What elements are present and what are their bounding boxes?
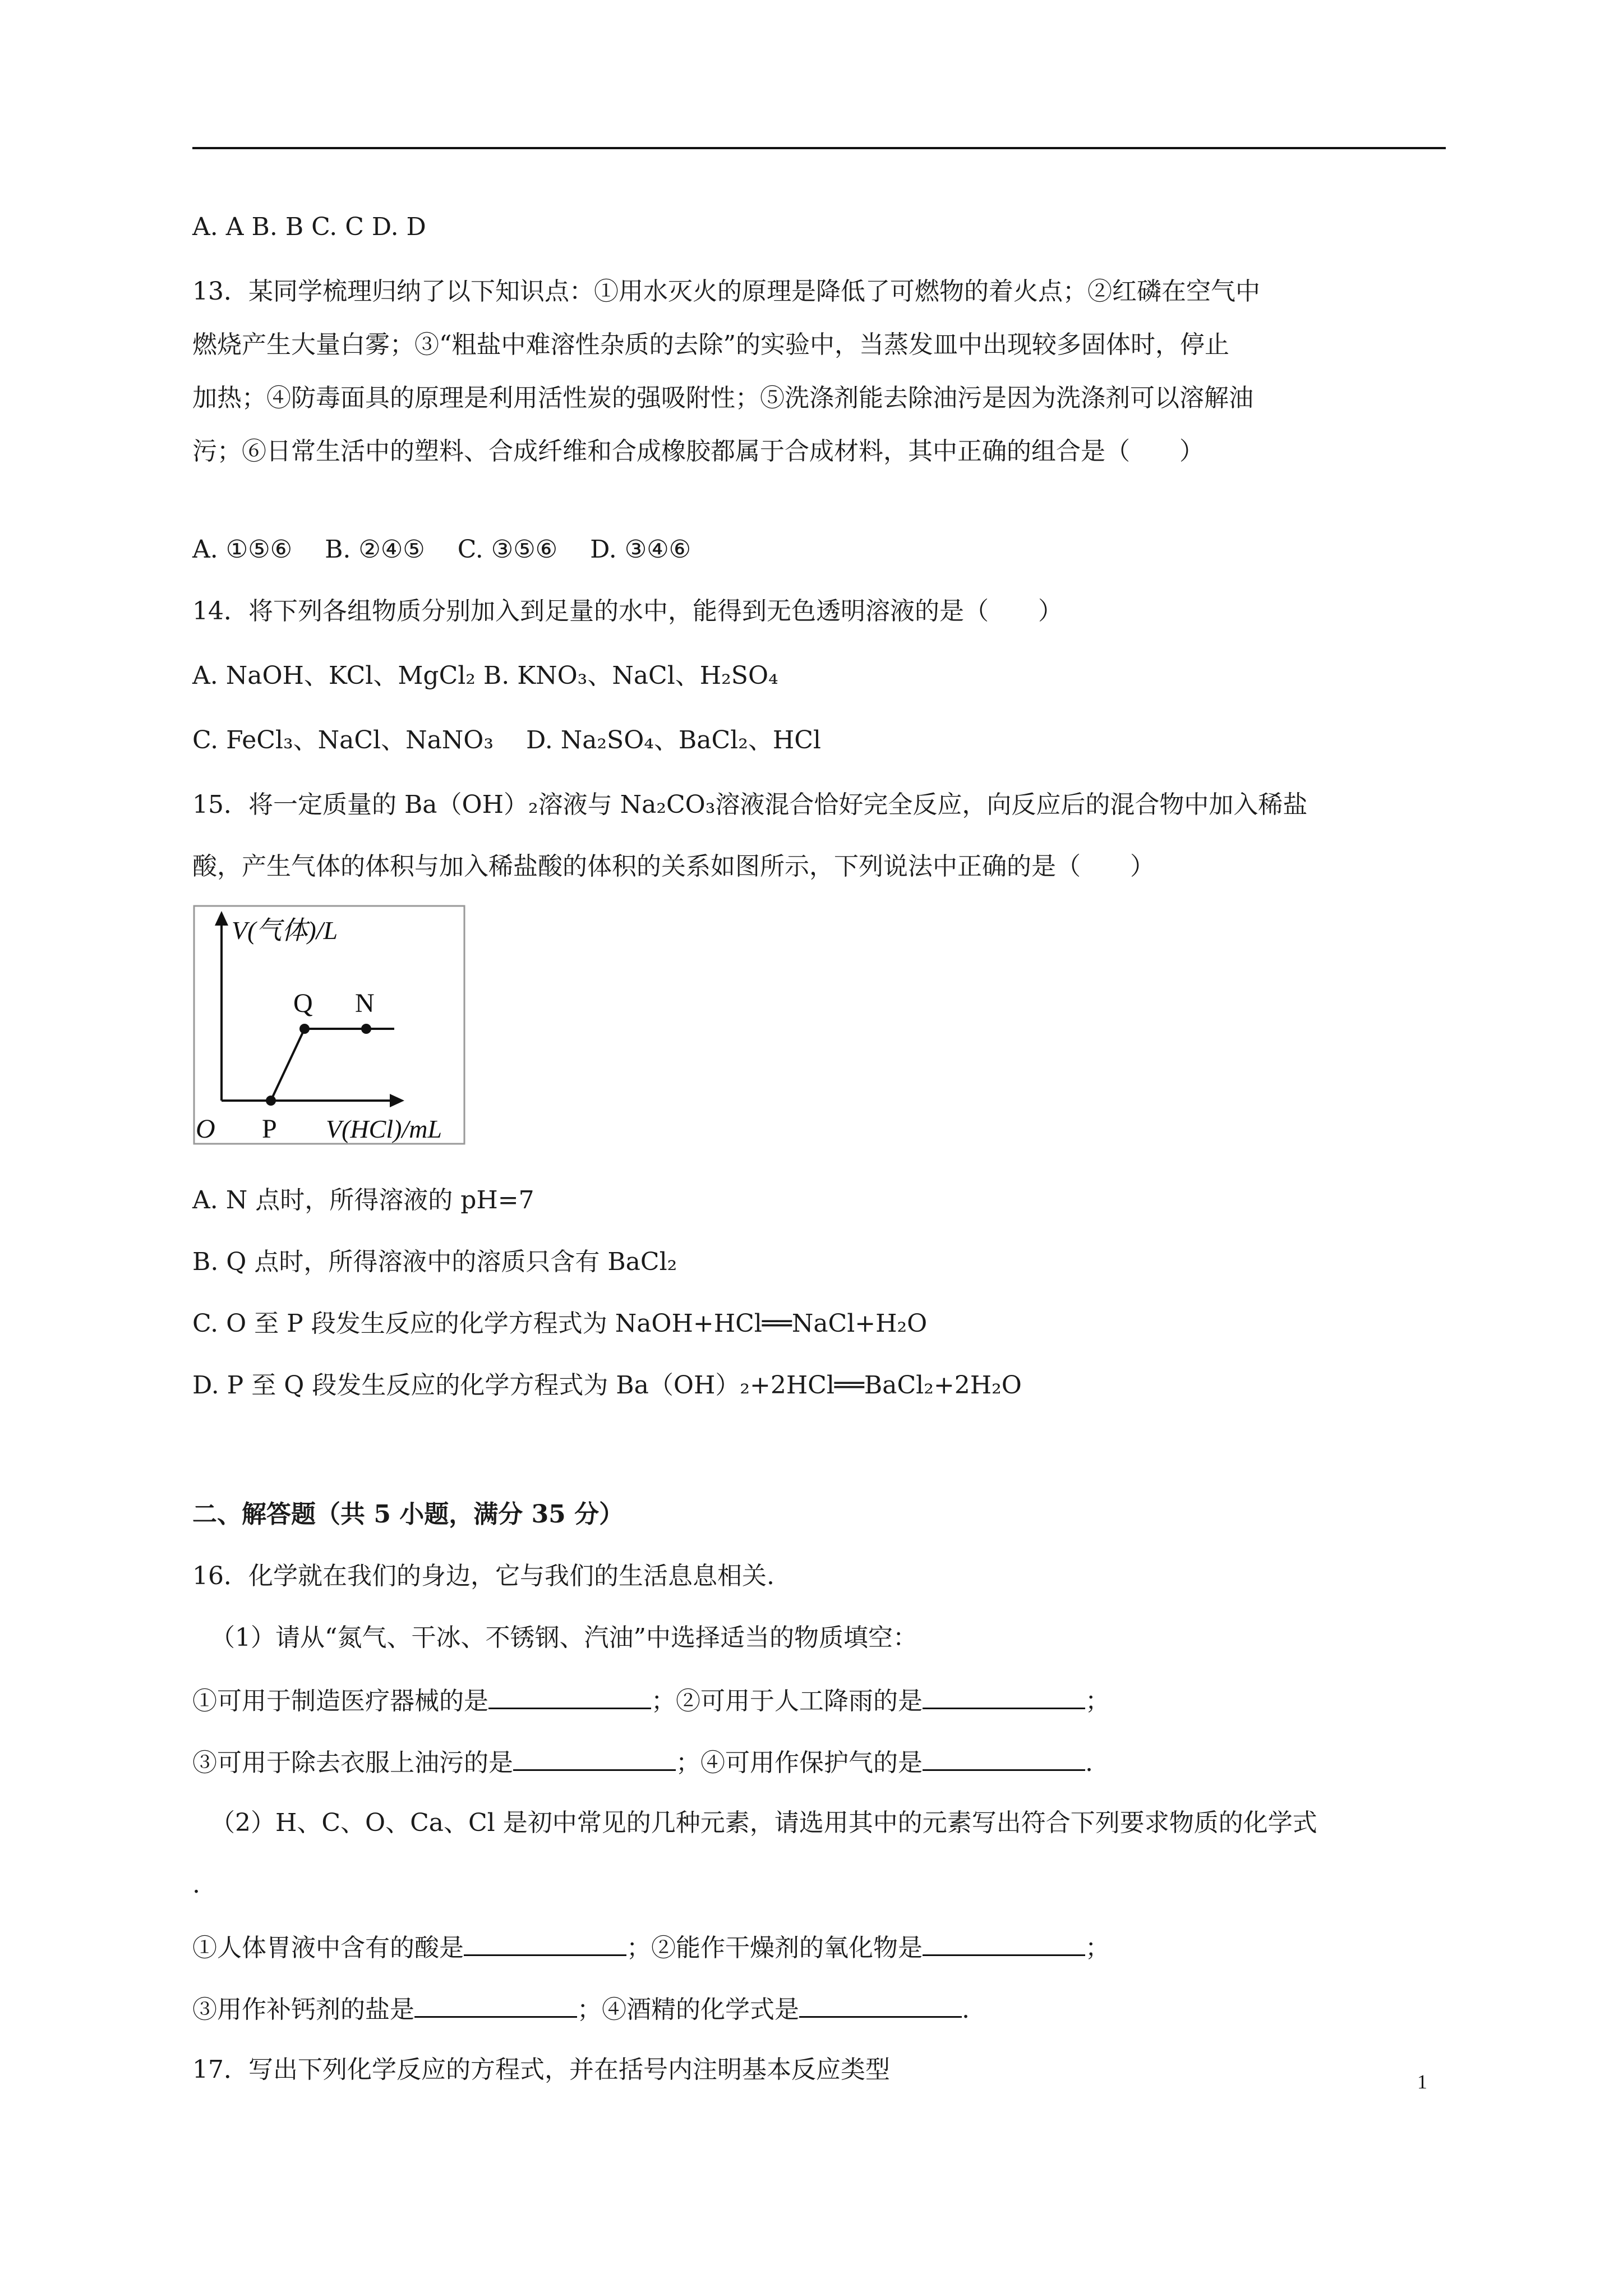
q15-option-b: B. Q 点时，所得溶液中的溶质只含有 BaCl₂ — [192, 1248, 677, 1276]
q16-fill-row-1 — [192, 1683, 1110, 1718]
x-axis-label: V(HCl)/mL — [326, 1115, 442, 1143]
q14-options-ab: A. NaOH、KCl、MgCl₂ B. KNO₃、NaCl、H₂SO₄ — [192, 661, 778, 690]
point-n-label: N — [355, 988, 375, 1018]
answer-blank[interactable] — [414, 1991, 577, 2018]
point-q-label: Q — [293, 988, 313, 1018]
fill-text: ③用作补钙剂的盐是 — [192, 1995, 414, 2024]
fill-text: ①人体胃液中含有的酸是 — [192, 1934, 464, 1962]
q16-fill-row-4 — [192, 1991, 970, 2027]
q13-options: A. ①⑤⑥ B. ②④⑤ C. ③⑤⑥ D. ③④⑥ — [192, 535, 691, 564]
gas-volume-graph — [192, 904, 466, 1145]
section-heading: 二、解答题（共 5 小题，满分 35 分） — [192, 1500, 624, 1529]
q16-fill-row-2 — [192, 1745, 1093, 1780]
fill-text: ③可用于除去衣服上油污的是 — [192, 1749, 513, 1777]
point-p-label: P — [262, 1114, 277, 1144]
fill-text: ； — [1085, 1934, 1110, 1962]
origin-label: O — [196, 1114, 215, 1144]
fill-text: ；②能作干燥剂的氧化物是 — [626, 1934, 923, 1962]
fill-text: ①可用于制造医疗器械的是 — [192, 1687, 488, 1715]
q13-line-4: 污；⑥日常生活中的塑料、合成纤维和合成橡胶都属于合成材料，其中正确的组合是（ ） — [192, 437, 1204, 466]
answer-blank[interactable] — [923, 1930, 1085, 1956]
answer-blank[interactable] — [923, 1683, 1085, 1709]
q16-part2-period: . — [192, 1870, 200, 1899]
q15-option-d: D. P 至 Q 段发生反应的化学方程式为 Ba（OH）₂+2HCl══BaCl₂+2H₂O — [192, 1371, 1022, 1400]
fill-text: ；④酒精的化学式是 — [577, 1995, 799, 2024]
q13-line-3: 加热；④防毒面具的原理是利用活性炭的强吸附性；⑤洗涤剂能去除油污是因为洗涤剂可以溶解油 — [192, 384, 1253, 412]
q15-line-1: 15．将一定质量的 Ba（OH）₂溶液与 Na₂CO₃溶液混合恰好完全反应，向反应后的混合物中加入稀盐 — [192, 790, 1308, 819]
page-number: 1 — [1417, 2070, 1427, 2093]
q12-options: A. A B. B C. C D. D — [192, 213, 426, 241]
q15-option-a: A. N 点时，所得溶液的 pH=7 — [192, 1186, 534, 1214]
q13-line-1: 13．某同学梳理归纳了以下知识点：①用水灭火的原理是降低了可燃物的着火点；②红磷在空气中 — [192, 277, 1260, 306]
fill-text: ； — [1085, 1687, 1110, 1715]
point-n — [361, 1024, 371, 1034]
header-rule — [192, 147, 1446, 149]
q15-line-2: 酸，产生气体的体积与加入稀盐酸的体积的关系如图所示，下列说法中正确的是（ ） — [192, 852, 1155, 881]
q13-line-2: 燃烧产生大量白雾；③“粗盐中难溶性杂质的去除”的实验中，当蒸发皿中出现较多固体时，停止 — [192, 330, 1229, 359]
q15-option-c: C. O 至 P 段发生反应的化学方程式为 NaOH+HCl══NaCl+H₂O — [192, 1309, 928, 1338]
fill-text: ；②可用于人工降雨的是 — [651, 1687, 923, 1715]
q16-fill-row-3 — [192, 1930, 1110, 1965]
y-axis-label: V(气体)/L — [232, 916, 338, 945]
fill-text: ；④可用作保护气的是 — [676, 1749, 923, 1777]
answer-blank[interactable] — [799, 1991, 962, 2018]
q16-stem: 16．化学就在我们的身边，它与我们的生活息息相关. — [192, 1562, 774, 1590]
answer-blank[interactable] — [488, 1683, 651, 1709]
q16-part2: （2）H、C、O、Ca、Cl 是初中常见的几种元素，请选用其中的元素写出符合下列要求物质的化学式 — [210, 1809, 1317, 1837]
fill-text: . — [962, 1995, 970, 2024]
answer-blank[interactable] — [513, 1745, 676, 1771]
q14-stem: 14．将下列各组物质分别加入到足量的水中，能得到无色透明溶液的是（ ） — [192, 597, 1063, 625]
answer-blank[interactable] — [923, 1745, 1085, 1771]
q17-stem: 17．写出下列化学反应的方程式，并在括号内注明基本反应类型 — [192, 2055, 890, 2084]
q16-part1: （1）请从“氮气、干冰、不锈钢、汽油”中选择适当的物质填空： — [210, 1623, 917, 1652]
answer-blank[interactable] — [464, 1930, 626, 1956]
point-q — [299, 1024, 310, 1034]
fill-text: . — [1085, 1749, 1093, 1777]
q14-options-cd: C. FeCl₃、NaCl、NaNO₃ D. Na₂SO₄、BaCl₂、HCl — [192, 726, 821, 754]
point-p — [266, 1096, 276, 1106]
